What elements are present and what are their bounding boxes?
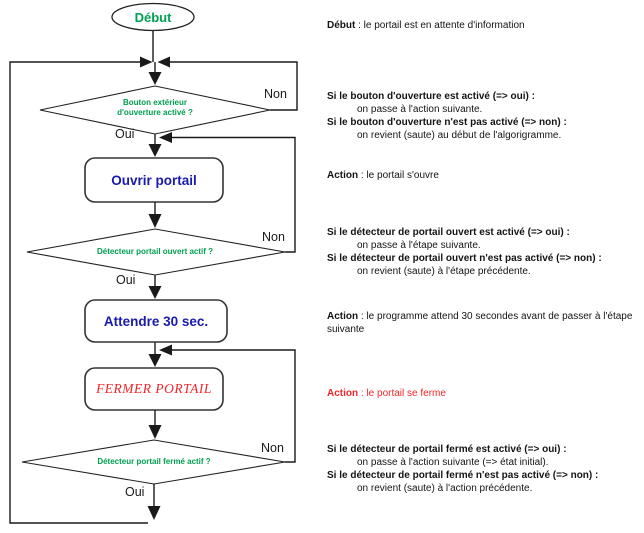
arrowhead-into-restart: [148, 506, 161, 520]
annotation-result-yes: on passe à l'action suivante.: [357, 104, 483, 115]
start-terminator-label: Début: [134, 9, 172, 25]
annotation-wait: [327, 310, 641, 336]
branch-non-3: Non: [261, 441, 284, 455]
annotation-close: [327, 387, 446, 400]
annotation-cond-no: Si le détecteur de portail ouvert n'est pas activé (=> non) :: [327, 253, 602, 264]
annotation-start: [327, 19, 525, 32]
decision-open-label: Détecteur portail ouvert actif ?: [96, 247, 214, 256]
branch-oui-3: Oui: [125, 485, 145, 499]
arrowhead-into-open: [149, 144, 162, 157]
annotation-cond-yes: Si le bouton d'ouverture est activé (=> oui) :: [327, 91, 535, 102]
arrowhead-merge-open: [159, 132, 172, 143]
annotation-open: [327, 169, 439, 182]
action-wait-label: Attendre 30 sec.: [103, 313, 209, 329]
annotation-text: : le portail est en attente d'information: [355, 20, 525, 31]
branch-non-2: Non: [262, 230, 285, 244]
annotation-result-no: on revient (saute) à l'action précédente.: [357, 483, 533, 494]
branch-oui-1: Oui: [115, 127, 135, 141]
annotation-text: : le programme attend 30 secondes avant de passer à l'étape suivante: [327, 311, 633, 335]
annotation-detector-closed: [327, 443, 598, 495]
action-close-label: FERMER PORTAIL: [96, 381, 212, 396]
annotation-cond-no: Si le bouton d'ouverture n'est pas activé (=> non) :: [327, 117, 567, 128]
arrowhead-into-decision2: [149, 214, 162, 228]
annotation-lead: Action: [327, 170, 359, 181]
annotation-button: [327, 90, 567, 142]
annotation-result-yes: on passe à l'action suivante (=> état initial).: [357, 457, 549, 468]
annotation-text: : le portail s'ouvre: [358, 170, 439, 181]
annotation-lead: Début: [327, 20, 356, 31]
annotation-lead: Action: [327, 388, 359, 399]
decision-button-label: Bouton extérieur d'ouverture activé ?: [117, 98, 193, 118]
annotation-cond-yes: Si le détecteur de portail fermé est activé (=> oui) :: [327, 444, 567, 455]
annotation-result-no: on revient (saute) au début de l'algorigramme.: [357, 130, 562, 141]
annotation-result-yes: on passe à l'étape suivante.: [357, 240, 481, 251]
annotation-detector-open: [327, 226, 602, 278]
annotation-cond-yes: Si le détecteur de portail ouvert est activé (=> oui) :: [327, 227, 570, 238]
branch-oui-2: Oui: [116, 273, 136, 287]
action-open-label: Ouvrir portail: [111, 172, 197, 188]
annotation-lead: Action: [327, 311, 359, 322]
arrowhead-into-wait: [149, 286, 162, 299]
arrowhead-merge-close: [159, 345, 172, 356]
decision-closed-label: Détecteur portail fermé actif ?: [97, 457, 211, 466]
arrowhead-into-decision3: [149, 425, 162, 439]
arrowhead-merge-right: [158, 57, 171, 68]
branch-non-1: Non: [264, 87, 287, 101]
arrowhead-merge-left: [140, 57, 153, 68]
arrowhead-into-decision1: [149, 72, 162, 85]
annotation-text: : le portail se ferme: [358, 388, 446, 399]
arrowhead-into-close: [149, 354, 162, 367]
annotation-cond-no: Si le détecteur de portail fermé n'est pas activé (=> non) :: [327, 470, 599, 481]
annotation-result-no: on revient (saute) à l'étape précédente.: [357, 266, 531, 277]
